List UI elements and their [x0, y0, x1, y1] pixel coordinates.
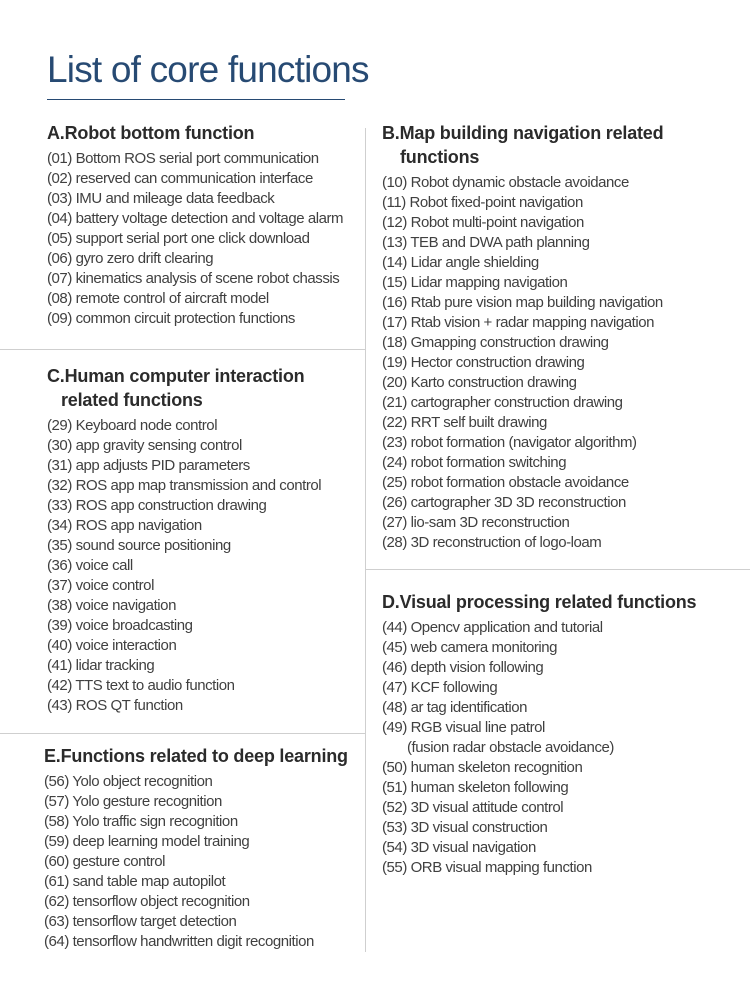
- list-item: (57) Yolo gesture recognition: [44, 793, 222, 810]
- list-item: (55) ORB visual mapping function: [382, 859, 592, 876]
- list-item: (30) app gravity sensing control: [47, 437, 242, 454]
- list-item: (31) app adjusts PID parameters: [47, 457, 250, 474]
- divider-b-d: [365, 569, 750, 570]
- list-item: (12) Robot multi-point navigation: [382, 214, 584, 231]
- section-deep-learning: [44, 744, 348, 952]
- section-heading: A.Robot bottom function: [47, 123, 255, 143]
- list-item: (37) voice control: [47, 577, 154, 594]
- list-item: (52) 3D visual attitude control: [382, 799, 564, 816]
- section-heading: D.Visual processing related functions: [382, 592, 697, 612]
- list-item: (14) Lidar angle shielding: [382, 254, 539, 271]
- list-item: (41) lidar tracking: [47, 657, 155, 674]
- section-heading: [47, 364, 321, 412]
- list-item: (42) TTS text to audio function: [47, 677, 235, 694]
- list-item: (38) voice navigation: [47, 597, 176, 614]
- list-item: (49) RGB visual line patrol: [382, 719, 545, 736]
- list-item: (25) robot formation obstacle avoidance: [382, 474, 629, 491]
- list-item: (19) Hector construction drawing: [382, 354, 585, 371]
- list-item: (08) remote control of aircraft model: [47, 290, 269, 307]
- list-item-continuation: (fusion radar obstacle avoidance): [407, 739, 614, 756]
- list-item: (32) ROS app map transmission and control: [47, 477, 322, 494]
- column-divider: [365, 128, 366, 952]
- function-list: [382, 173, 663, 553]
- list-item: (21) cartographer construction drawing: [382, 394, 623, 411]
- list-item: (13) TEB and DWA path planning: [382, 234, 590, 251]
- list-item: (50) human skeleton recognition: [382, 759, 583, 776]
- section-heading: [382, 121, 663, 169]
- function-list: [382, 618, 696, 878]
- list-item: (09) common circuit protection functions: [47, 310, 295, 327]
- section-heading-line1: C.Human computer interaction: [47, 366, 305, 386]
- section-heading-line2: related functions: [61, 390, 203, 410]
- section-map-navigation: [382, 121, 663, 553]
- title-underline: [47, 99, 345, 100]
- list-item: (07) kinematics analysis of scene robot chassis: [47, 270, 340, 287]
- list-item: (10) Robot dynamic obstacle avoidance: [382, 174, 629, 191]
- list-item: (63) tensorflow target detection: [44, 913, 237, 930]
- section-visual-processing: [382, 590, 696, 878]
- list-item: (33) ROS app construction drawing: [47, 497, 267, 514]
- list-item: (15) Lidar mapping navigation: [382, 274, 568, 291]
- list-item: (18) Gmapping construction drawing: [382, 334, 609, 351]
- list-item: (61) sand table map autopilot: [44, 873, 226, 890]
- list-item: (03) IMU and mileage data feedback: [47, 190, 275, 207]
- list-item: (47) KCF following: [382, 679, 498, 696]
- list-item: (26) cartographer 3D 3D reconstruction: [382, 494, 626, 511]
- list-item: (27) lio-sam 3D reconstruction: [382, 514, 570, 531]
- page-title: List of core functions: [47, 49, 369, 90]
- function-list: [44, 772, 348, 952]
- list-item: (51) human skeleton following: [382, 779, 569, 796]
- list-item: (23) robot formation (navigator algorithm): [382, 434, 637, 451]
- list-item: (24) robot formation switching: [382, 454, 567, 471]
- list-item: (11) Robot fixed-point navigation: [382, 194, 583, 211]
- list-item: (43) ROS QT function: [47, 697, 183, 714]
- section-human-computer-interaction: [47, 364, 321, 716]
- list-item: (64) tensorflow handwritten digit recognition: [44, 933, 314, 950]
- list-item: (20) Karto construction drawing: [382, 374, 577, 391]
- list-item: (35) sound source positioning: [47, 537, 231, 554]
- list-item: (62) tensorflow object recognition: [44, 893, 250, 910]
- list-item: (46) depth vision following: [382, 659, 544, 676]
- section-robot-bottom: [47, 121, 343, 329]
- section-heading: E.Functions related to deep learning: [44, 746, 348, 766]
- list-item: (16) Rtab pure vision map building navigation: [382, 294, 663, 311]
- list-item: (06) gyro zero drift clearing: [47, 250, 214, 267]
- list-item: (53) 3D visual construction: [382, 819, 548, 836]
- list-item: (17) Rtab vision + radar mapping navigation: [382, 314, 655, 331]
- list-item: (28) 3D reconstruction of logo-loam: [382, 534, 602, 551]
- section-heading-line1: B.Map building navigation related: [382, 123, 664, 143]
- list-item: (56) Yolo object recognition: [44, 773, 213, 790]
- list-item: (34) ROS app navigation: [47, 517, 202, 534]
- list-item: (39) voice broadcasting: [47, 617, 193, 634]
- list-item: (05) support serial port one click download: [47, 230, 310, 247]
- list-item: (44) Opencv application and tutorial: [382, 619, 603, 636]
- section-heading-line2: functions: [400, 147, 480, 167]
- list-item: (54) 3D visual navigation: [382, 839, 536, 856]
- list-item: (45) web camera monitoring: [382, 639, 558, 656]
- list-item: (58) Yolo traffic sign recognition: [44, 813, 238, 830]
- divider-a-c: [0, 349, 365, 350]
- list-item: (02) reserved can communication interface: [47, 170, 313, 187]
- list-item: (36) voice call: [47, 557, 133, 574]
- list-item: (60) gesture control: [44, 853, 166, 870]
- list-item: (04) battery voltage detection and voltage alarm: [47, 210, 344, 227]
- function-list: [47, 416, 321, 716]
- list-item: (48) ar tag identification: [382, 699, 528, 716]
- list-item: (40) voice interaction: [47, 637, 177, 654]
- list-item: (29) Keyboard node control: [47, 417, 218, 434]
- list-item: (01) Bottom ROS serial port communication: [47, 150, 319, 167]
- function-list: [47, 149, 343, 329]
- list-item: (59) deep learning model training: [44, 833, 250, 850]
- divider-c-e: [0, 733, 365, 734]
- list-item: (22) RRT self built drawing: [382, 414, 547, 431]
